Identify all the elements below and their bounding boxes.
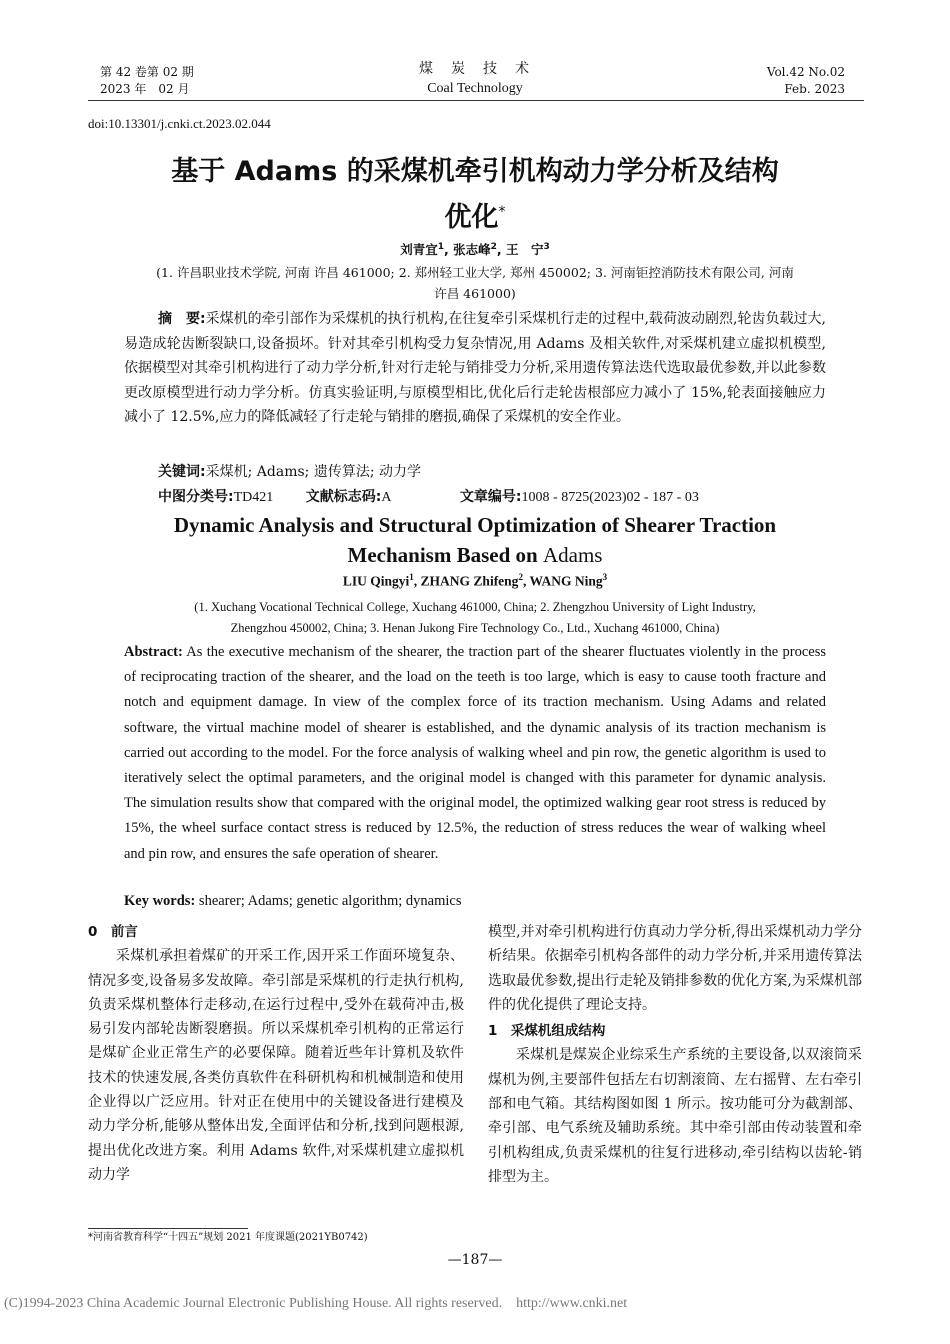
footnote: *河南省教育科学“十四五”规划 2021 年度课题(2021YB0742) bbox=[88, 1232, 368, 1243]
abstract-cn bbox=[124, 307, 826, 430]
abstract-en bbox=[124, 640, 826, 867]
header-volume: 第 42 卷第 02 期 2023 年 02 月 bbox=[100, 65, 194, 96]
copyright-footer: (C)1994-2023 China Academic Journal Electronic Publishing House. All rights reserved. http://www.cnki.net bbox=[4, 1296, 628, 1311]
section-0-continued: 模型,并对牵引机构进行仿真动力学分析,得出采煤机动力学分析结果。依据牵引机构各部件的动力学分析,并采用遗传算法选取最优参数,提出行走轮及销排参数的优化方案,为采煤机部件的优化提供了理论支持。 bbox=[488, 924, 862, 1013]
keywords-en: Key words: shearer; Adams; genetic algorithm; dynamics bbox=[124, 893, 462, 909]
page-number: —187— bbox=[447, 1252, 503, 1268]
section-1-body: 采煤机是煤炭企业综采生产系统的主要设备,以双滚筒采煤机为例,主要部件包括左右切割滚筒、左右摇臂、左右牵引部和电气箱。其结构图如图 1 所示。按功能可分为截割部、牵引部、电气系统及辅助系统。其中牵引部由传动装置和牵引机构组成,负责采煤机的往复行进移动,牵引结构以齿轮-销排型为主。 bbox=[488, 1047, 862, 1185]
footnote-rule bbox=[88, 1228, 248, 1229]
authors-cn: 刘青宜$^1$, 张志峰$^2$, 王 宁$^3$ bbox=[400, 241, 550, 257]
title-en: Dynamic Analysis and Structural Optimization of Shearer Traction Mechanism Based on Adams bbox=[173, 513, 777, 567]
affiliations-cn: (1. 许昌职业技术学院, 河南 许昌 461000; 2. 郑州轻工业大学, 郑州 450002; 3. 河南钜控消防技术有限公司, 河南 许昌 461000) bbox=[156, 265, 794, 301]
title-cn-line2: 优化* bbox=[444, 202, 506, 233]
section-1-heading: 1 采煤机组成结构 bbox=[488, 1023, 606, 1040]
title-cn-line1: 基于 Adams 的采煤机牵引机构动力学分析及结构 bbox=[171, 156, 779, 187]
left-column bbox=[88, 920, 464, 1187]
affiliations-en: (1. Xuchang Vocational Technical College, Xuchang 461000, China; 2. Zhengzhou University of Light Industry, Zhengzhou 450002, China; 3. Henan Jukong Fire Technology Co., Ltd., Xuchang 461000, China) bbox=[194, 600, 756, 635]
title-cn bbox=[60, 152, 890, 238]
keywords-cn: 关键词:采煤机; Adams; 遗传算法; 动力学 bbox=[158, 464, 421, 480]
abstract-en-text: As the executive mechanism of the shearer, the traction part of the shearer fluctuates violently in the process of reciprocating traction of the shearer, and the load on the teeth is too large, which is easy to cause tooth fracture and notch and equipment damage. In view of the complex force of its traction mechanism. Using Adams and related software, the virtual machine model of shearer is established, and the dynamic analysis of its traction mechanism is carried out according to the model. For the force analysis of walking wheel and pin row, the genetic algorithm is used to iteratively select the optimal parameters, and the original model is changed with this parameter for dynamic analysis. The simulation results show that compared with the original model, the optimized walking gear root stress is reduced by 15%, the wheel surface contact stress is reduced by 12.5%, the reduction of stress reduces the wear of walking wheel and pin row, and ensures the safe operation of shearer. bbox=[124, 644, 826, 862]
authors-en: LIU Qingyi$^1$, ZHANG Zhifeng$^2$, WANG Ning$^3$ bbox=[342, 572, 608, 589]
section-0-body: 采煤机承担着煤矿的开采工作,因开采工作面环境复杂、情况多变,设备易多发故障。牵引部是采煤机的行走执行机构,负责采煤机整体行走移动,在运行过程中,受外在载荷冲击,极易引发内部轮齿断裂磨损。所以采煤机牵引机构的正常运行是煤矿企业正常生产的必要保障。随着近些年计算机及软件技术的快速发展,各类仿真软件在科研机构和机械制造和使用企业得以广泛应用。针对正在使用中的关键设备进行建模及动力学分析,能够从整体出发,全面评估和分析,找到问题根源,提出优化改进方案。利用 Adams 软件,对采煤机建立虚拟机动力学 bbox=[88, 948, 464, 1183]
abstract-cn-label: 摘 要: bbox=[158, 311, 206, 327]
abstract-cn-text: 采煤机的牵引部作为采煤机的执行机构,在往复牵引采煤机行走的过程中,载荷波动剧烈,轮齿负载过大,易造成轮齿断裂缺口,设备损坏。针对其牵引机构受力复杂情况,用 Adams 及相关软件,对采煤机建立虚拟机模型,依据模型对其牵引机构进行了动力学分析,针对行走轮与销排受力分析,采用遗传算法迭代选取最优参数,并以此参数更改原模型进行动力学分析。仿真实验证明,与原模型相比,优化后行走轮齿根部应力减小了 15%,轮表面接触应力减小了 12.5%,应力的降低减轻了行走轮与销排的磨损,确保了采煤机的安全作业。 bbox=[124, 311, 826, 425]
abstract-en-label: Abstract: bbox=[124, 644, 183, 660]
doi: doi:10.13301/j.cnki.ct.2023.02.044 bbox=[88, 116, 271, 131]
section-0-heading: 0 前言 bbox=[88, 924, 138, 940]
right-column bbox=[488, 920, 862, 1189]
header-journal: 煤 炭 技 术 Coal Technology bbox=[419, 61, 531, 96]
classification-line: 中图分类号:TD421 文献标志码:A 文章编号:1008 - 8725(2023)02 - 187 - 03 bbox=[158, 489, 699, 505]
header-rule bbox=[88, 100, 864, 101]
header-vol-en: Vol.42 No.02 Feb. 2023 bbox=[766, 65, 845, 96]
